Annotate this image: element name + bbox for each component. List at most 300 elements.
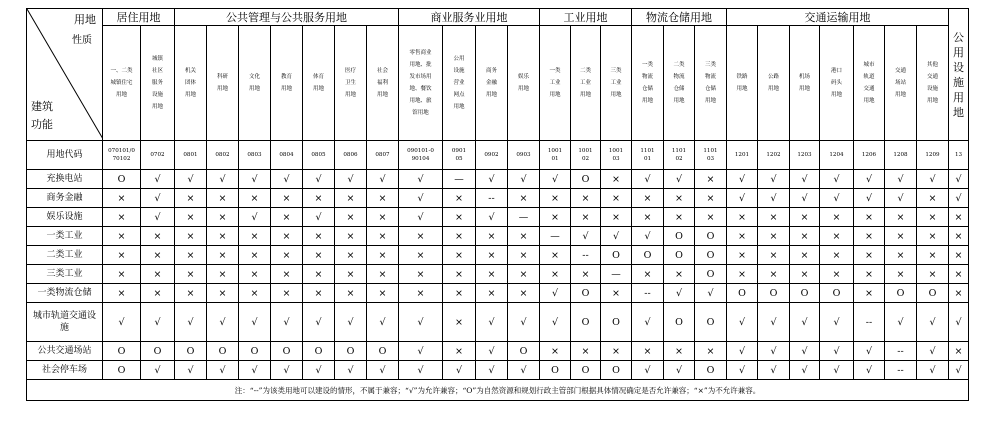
compat-cell: × bbox=[175, 246, 207, 265]
compat-cell: √ bbox=[632, 227, 664, 246]
compat-cell: √ bbox=[540, 303, 571, 342]
compat-cell: × bbox=[632, 189, 664, 208]
compat-cell: × bbox=[664, 265, 695, 284]
code-row bbox=[27, 141, 969, 170]
compat-cell: × bbox=[443, 265, 476, 284]
compat-cell: × bbox=[727, 227, 758, 246]
compat-cell: O bbox=[175, 342, 207, 361]
compat-cell: × bbox=[508, 265, 540, 284]
compat-cell: × bbox=[854, 265, 885, 284]
compat-cell: × bbox=[103, 208, 141, 227]
compat-cell: × bbox=[175, 227, 207, 246]
compat-cell: × bbox=[571, 189, 601, 208]
compat-cell: × bbox=[949, 227, 969, 246]
compat-cell: √ bbox=[476, 303, 508, 342]
compat-cell: O bbox=[103, 361, 141, 380]
compat-cell: √ bbox=[664, 284, 695, 303]
compat-cell: √ bbox=[571, 227, 601, 246]
subcategory-header bbox=[508, 26, 540, 141]
compat-cell: × bbox=[476, 284, 508, 303]
compat-cell: √ bbox=[917, 342, 949, 361]
compat-cell: × bbox=[727, 265, 758, 284]
compat-cell: × bbox=[758, 208, 790, 227]
subcategory-header bbox=[917, 26, 949, 141]
subcategory-header bbox=[271, 26, 303, 141]
compat-cell: √ bbox=[476, 170, 508, 189]
compat-cell: √ bbox=[476, 208, 508, 227]
compat-cell: × bbox=[367, 246, 399, 265]
subcategory-header bbox=[885, 26, 917, 141]
compat-cell: × bbox=[239, 227, 271, 246]
compat-cell: × bbox=[949, 284, 969, 303]
public-facility-header: 公 用 设 施 用 地 bbox=[949, 9, 969, 141]
subcategory-header bbox=[303, 26, 335, 141]
subcategory-header bbox=[141, 26, 175, 141]
subcategory-header bbox=[175, 26, 207, 141]
compat-cell: √ bbox=[271, 361, 303, 380]
function-label: 社会停车场 bbox=[27, 361, 103, 380]
subcategory-label: 体育 用地 bbox=[312, 74, 324, 92]
compat-cell: × bbox=[949, 208, 969, 227]
compat-cell: O bbox=[571, 361, 601, 380]
compat-cell: × bbox=[271, 284, 303, 303]
compat-cell: √ bbox=[758, 189, 790, 208]
compat-cell: O bbox=[335, 342, 367, 361]
compat-cell: × bbox=[664, 208, 695, 227]
compat-cell: O bbox=[727, 284, 758, 303]
function-label: 充换电站 bbox=[27, 170, 103, 189]
compat-cell: O bbox=[103, 170, 141, 189]
compat-cell: × bbox=[790, 227, 820, 246]
compat-cell: × bbox=[207, 208, 239, 227]
land-code-cell: 1101 03 bbox=[695, 141, 727, 170]
compat-cell: × bbox=[239, 246, 271, 265]
compat-cell: × bbox=[335, 189, 367, 208]
compat-cell: × bbox=[271, 208, 303, 227]
compat-cell: O bbox=[820, 284, 854, 303]
compat-cell: × bbox=[790, 246, 820, 265]
corner-top-label: 用地 bbox=[74, 13, 96, 26]
compat-cell: √ bbox=[854, 170, 885, 189]
compat-cell: √ bbox=[508, 361, 540, 380]
compat-cell: × bbox=[885, 208, 917, 227]
compat-cell: √ bbox=[885, 189, 917, 208]
compat-cell: O bbox=[571, 284, 601, 303]
compat-cell: √ bbox=[854, 361, 885, 380]
land-code-cell: 1101 02 bbox=[664, 141, 695, 170]
compat-cell: × bbox=[476, 227, 508, 246]
compat-cell: √ bbox=[790, 189, 820, 208]
compat-cell: √ bbox=[727, 189, 758, 208]
compat-cell: × bbox=[540, 342, 571, 361]
compat-cell: × bbox=[141, 265, 175, 284]
land-code-cell: 1209 bbox=[917, 141, 949, 170]
compat-cell: O bbox=[303, 342, 335, 361]
compat-cell: √ bbox=[632, 361, 664, 380]
compat-cell: × bbox=[790, 208, 820, 227]
compat-cell: × bbox=[854, 246, 885, 265]
compat-cell: × bbox=[141, 284, 175, 303]
compat-cell: √ bbox=[239, 170, 271, 189]
compat-cell: × bbox=[571, 342, 601, 361]
subcategory-header bbox=[476, 26, 508, 141]
compat-cell: √ bbox=[758, 342, 790, 361]
compat-cell: √ bbox=[540, 170, 571, 189]
function-row bbox=[27, 208, 969, 227]
compat-cell: √ bbox=[303, 208, 335, 227]
compat-cell: × bbox=[885, 246, 917, 265]
compat-cell: × bbox=[303, 265, 335, 284]
subcategory-label: 商务 金融 用地 bbox=[485, 68, 497, 98]
compat-cell: × bbox=[695, 189, 727, 208]
compat-cell: √ bbox=[476, 361, 508, 380]
compat-cell: √ bbox=[885, 170, 917, 189]
compat-cell: × bbox=[917, 227, 949, 246]
subcategory-label: 一类 工业 用地 bbox=[549, 68, 561, 98]
compat-cell: × bbox=[335, 208, 367, 227]
compat-cell: × bbox=[854, 284, 885, 303]
compat-cell: √ bbox=[271, 170, 303, 189]
compat-cell: √ bbox=[854, 189, 885, 208]
compat-cell: √ bbox=[820, 361, 854, 380]
compat-cell: O bbox=[271, 342, 303, 361]
function-label: 公共交通场站 bbox=[27, 342, 103, 361]
compat-cell: √ bbox=[820, 303, 854, 342]
subcategory-header bbox=[335, 26, 367, 141]
compat-cell: √ bbox=[727, 342, 758, 361]
function-row bbox=[27, 303, 969, 342]
compat-cell: × bbox=[239, 189, 271, 208]
land-code-cell: 0801 bbox=[175, 141, 207, 170]
compat-cell: × bbox=[239, 284, 271, 303]
compat-cell: — bbox=[443, 170, 476, 189]
compat-cell: √ bbox=[632, 170, 664, 189]
subcategory-header bbox=[854, 26, 885, 141]
compat-cell: O bbox=[141, 342, 175, 361]
compat-cell: × bbox=[335, 265, 367, 284]
compat-cell: × bbox=[917, 208, 949, 227]
compat-cell: × bbox=[175, 284, 207, 303]
corner-bottom-label: 建筑 功能 bbox=[31, 100, 53, 131]
compat-cell: √ bbox=[790, 303, 820, 342]
land-code-cell: 0902 bbox=[476, 141, 508, 170]
compat-cell: × bbox=[303, 189, 335, 208]
compat-cell: √ bbox=[103, 303, 141, 342]
compat-cell: O bbox=[367, 342, 399, 361]
compat-cell: √ bbox=[695, 284, 727, 303]
compat-cell: × bbox=[695, 208, 727, 227]
land-code-cell: 0702 bbox=[141, 141, 175, 170]
compat-cell: × bbox=[695, 170, 727, 189]
compat-cell: × bbox=[949, 265, 969, 284]
compat-cell: — bbox=[601, 265, 632, 284]
compat-cell: × bbox=[367, 265, 399, 284]
compat-cell: × bbox=[399, 227, 443, 246]
note-text: 注：“--”为该类用地可以建设的情形，不属于兼容；“√”为允许兼容；“O”为自然资源和规划行政主管部门根据具体情况确定是否允许兼容；“×”为不允许兼容。 bbox=[27, 380, 969, 401]
function-label: 商务金融 bbox=[27, 189, 103, 208]
land-code-cell: 0901 05 bbox=[443, 141, 476, 170]
function-row bbox=[27, 361, 969, 380]
compat-cell: O bbox=[571, 170, 601, 189]
compat-cell: √ bbox=[820, 189, 854, 208]
compat-cell: × bbox=[103, 227, 141, 246]
compat-cell: O bbox=[917, 284, 949, 303]
compat-cell: O bbox=[601, 303, 632, 342]
compat-cell: √ bbox=[303, 361, 335, 380]
compat-cell: √ bbox=[758, 170, 790, 189]
land-code-cell: 0806 bbox=[335, 141, 367, 170]
compat-cell: × bbox=[141, 227, 175, 246]
function-row bbox=[27, 227, 969, 246]
compat-cell: O bbox=[695, 265, 727, 284]
compat-cell: × bbox=[790, 265, 820, 284]
subcategory-label: 社会 福利 用地 bbox=[376, 68, 388, 98]
compat-cell: × bbox=[571, 208, 601, 227]
compat-cell: × bbox=[367, 189, 399, 208]
compat-cell: × bbox=[949, 342, 969, 361]
code-row-label: 用地代码 bbox=[27, 141, 103, 170]
compat-cell: × bbox=[601, 342, 632, 361]
compat-cell: × bbox=[207, 227, 239, 246]
compat-cell: √ bbox=[207, 303, 239, 342]
compat-cell: × bbox=[508, 189, 540, 208]
subcategory-label: 三类 物流 仓储 用地 bbox=[704, 62, 716, 104]
compat-cell: √ bbox=[303, 170, 335, 189]
compat-cell: × bbox=[103, 189, 141, 208]
compat-cell: √ bbox=[917, 170, 949, 189]
subcategory-header bbox=[601, 26, 632, 141]
compat-cell: × bbox=[271, 189, 303, 208]
compat-cell: O bbox=[571, 303, 601, 342]
function-label: 二类工业 bbox=[27, 246, 103, 265]
compat-cell: × bbox=[917, 246, 949, 265]
compat-cell: -- bbox=[885, 342, 917, 361]
compat-cell: × bbox=[443, 303, 476, 342]
land-code-cell: 0807 bbox=[367, 141, 399, 170]
land-code-cell: 1001 01 bbox=[540, 141, 571, 170]
subcategory-label: 其他 交通 设施 用地 bbox=[926, 62, 938, 104]
compat-cell: √ bbox=[239, 361, 271, 380]
compat-cell: √ bbox=[399, 189, 443, 208]
compat-cell: × bbox=[399, 265, 443, 284]
compat-cell: √ bbox=[141, 361, 175, 380]
compat-cell: √ bbox=[399, 342, 443, 361]
compat-cell: — bbox=[508, 208, 540, 227]
compat-cell: √ bbox=[239, 208, 271, 227]
land-code-cell: 0805 bbox=[303, 141, 335, 170]
compat-cell: × bbox=[820, 227, 854, 246]
note-row bbox=[27, 380, 969, 401]
compat-cell: × bbox=[508, 227, 540, 246]
compat-cell: × bbox=[664, 189, 695, 208]
compat-cell: O bbox=[885, 284, 917, 303]
subcategory-header bbox=[399, 26, 443, 141]
subcategory-label: 一、二类 城镇住宅 用地 bbox=[110, 68, 133, 98]
compat-cell: × bbox=[303, 284, 335, 303]
compat-cell: √ bbox=[508, 170, 540, 189]
compat-cell: × bbox=[601, 170, 632, 189]
subcategory-label: 零售商业 用地、批 发市场用 地、餐饮 用地、旅 馆用地 bbox=[409, 50, 432, 116]
compat-cell: × bbox=[443, 227, 476, 246]
compat-cell: × bbox=[758, 265, 790, 284]
compat-cell: × bbox=[917, 189, 949, 208]
land-use-compatibility-table bbox=[26, 8, 969, 401]
subcategory-label: 铁路 用地 bbox=[736, 74, 748, 92]
function-row bbox=[27, 342, 969, 361]
compat-cell: O bbox=[207, 342, 239, 361]
compat-cell: √ bbox=[917, 361, 949, 380]
subcategory-label: 机场 用地 bbox=[798, 74, 810, 92]
compat-cell: × bbox=[207, 246, 239, 265]
land-code-cell: 1203 bbox=[790, 141, 820, 170]
subcategory-header bbox=[239, 26, 271, 141]
group-header: 交通运输用地 bbox=[727, 9, 949, 26]
subcategory-label: 港口 码头 用地 bbox=[830, 68, 842, 98]
compat-cell: √ bbox=[141, 170, 175, 189]
compat-cell: × bbox=[443, 342, 476, 361]
compat-cell: × bbox=[820, 246, 854, 265]
compat-cell: × bbox=[758, 227, 790, 246]
header-sub-row bbox=[27, 26, 969, 141]
compat-cell: × bbox=[854, 208, 885, 227]
compat-cell: × bbox=[443, 208, 476, 227]
subcategory-label: 科研 用地 bbox=[216, 74, 228, 92]
compat-cell: × bbox=[207, 265, 239, 284]
compat-cell: × bbox=[601, 284, 632, 303]
compat-cell: √ bbox=[367, 170, 399, 189]
compat-cell: √ bbox=[141, 208, 175, 227]
compat-cell: √ bbox=[949, 361, 969, 380]
compat-cell: × bbox=[335, 227, 367, 246]
subcategory-label: 医疗 卫生 用地 bbox=[344, 68, 356, 98]
land-code-cell: 1208 bbox=[885, 141, 917, 170]
subcategory-header bbox=[727, 26, 758, 141]
compat-cell: × bbox=[103, 284, 141, 303]
compat-cell: × bbox=[476, 265, 508, 284]
compat-cell: -- bbox=[632, 284, 664, 303]
compat-cell: × bbox=[632, 208, 664, 227]
function-label: 一类物流仓储 bbox=[27, 284, 103, 303]
compat-cell: × bbox=[443, 189, 476, 208]
compat-cell: × bbox=[601, 208, 632, 227]
subcategory-header bbox=[790, 26, 820, 141]
compat-cell: × bbox=[271, 227, 303, 246]
compat-cell: × bbox=[854, 227, 885, 246]
compat-cell: √ bbox=[335, 361, 367, 380]
group-header: 商业服务业用地 bbox=[399, 9, 540, 26]
compat-cell: -- bbox=[476, 189, 508, 208]
compat-cell: √ bbox=[239, 303, 271, 342]
compat-cell: √ bbox=[175, 303, 207, 342]
compat-cell: √ bbox=[790, 361, 820, 380]
function-label: 娱乐设施 bbox=[27, 208, 103, 227]
compat-cell: — bbox=[540, 227, 571, 246]
compat-cell: × bbox=[367, 227, 399, 246]
group-header: 居住用地 bbox=[103, 9, 175, 26]
land-code-cell: 0803 bbox=[239, 141, 271, 170]
compat-cell: √ bbox=[476, 342, 508, 361]
compat-cell: √ bbox=[303, 303, 335, 342]
compat-cell: √ bbox=[175, 361, 207, 380]
compat-cell: √ bbox=[820, 342, 854, 361]
land-code-cell: 1001 02 bbox=[571, 141, 601, 170]
compat-cell: × bbox=[175, 265, 207, 284]
land-code-cell: 090101-0 90104 bbox=[399, 141, 443, 170]
subcategory-label: 二类 物流 仓储 用地 bbox=[673, 62, 685, 104]
compat-cell: × bbox=[727, 208, 758, 227]
compat-cell: × bbox=[207, 284, 239, 303]
subcategory-header bbox=[632, 26, 664, 141]
header-group-row bbox=[27, 9, 969, 26]
compat-cell: O bbox=[664, 227, 695, 246]
compat-cell: × bbox=[820, 208, 854, 227]
land-code-cell: 1101 01 bbox=[632, 141, 664, 170]
compat-cell: -- bbox=[854, 303, 885, 342]
compat-cell: × bbox=[239, 265, 271, 284]
compat-cell: √ bbox=[207, 361, 239, 380]
compat-cell: -- bbox=[885, 361, 917, 380]
subcategory-header bbox=[207, 26, 239, 141]
compat-cell: × bbox=[885, 265, 917, 284]
compat-cell: × bbox=[443, 246, 476, 265]
compat-cell: × bbox=[175, 208, 207, 227]
compat-cell: × bbox=[271, 265, 303, 284]
compat-cell: O bbox=[695, 227, 727, 246]
compat-cell: O bbox=[239, 342, 271, 361]
compat-cell: √ bbox=[727, 361, 758, 380]
compat-cell: × bbox=[540, 208, 571, 227]
compat-cell: O bbox=[695, 246, 727, 265]
compat-cell: × bbox=[367, 208, 399, 227]
compat-cell: O bbox=[540, 361, 571, 380]
compat-cell: × bbox=[443, 284, 476, 303]
compat-cell: × bbox=[271, 246, 303, 265]
function-row bbox=[27, 170, 969, 189]
compat-cell: × bbox=[664, 342, 695, 361]
compat-cell: √ bbox=[790, 170, 820, 189]
compat-cell: √ bbox=[335, 303, 367, 342]
compat-cell: × bbox=[540, 265, 571, 284]
land-code-cell: 1202 bbox=[758, 141, 790, 170]
subcategory-header bbox=[367, 26, 399, 141]
compat-cell: √ bbox=[175, 170, 207, 189]
compat-cell: × bbox=[695, 342, 727, 361]
subcategory-header bbox=[571, 26, 601, 141]
subcategory-label: 二类 工业 用地 bbox=[579, 68, 591, 98]
compat-cell: -- bbox=[571, 246, 601, 265]
compat-cell: √ bbox=[443, 361, 476, 380]
subcategory-header bbox=[103, 26, 141, 141]
compat-cell: × bbox=[540, 246, 571, 265]
function-label: 一类工业 bbox=[27, 227, 103, 246]
subcategory-label: 公用 设施 营业 网点 用地 bbox=[453, 56, 465, 110]
compat-cell: √ bbox=[917, 303, 949, 342]
compat-cell: × bbox=[727, 246, 758, 265]
compat-cell: O bbox=[601, 246, 632, 265]
subcategory-header bbox=[695, 26, 727, 141]
compat-cell: × bbox=[367, 284, 399, 303]
compat-cell: × bbox=[571, 265, 601, 284]
compat-cell: √ bbox=[141, 189, 175, 208]
compat-cell: × bbox=[335, 284, 367, 303]
compat-cell: × bbox=[508, 246, 540, 265]
function-row bbox=[27, 246, 969, 265]
compat-cell: O bbox=[695, 361, 727, 380]
land-code-cell: 0802 bbox=[207, 141, 239, 170]
compat-cell: √ bbox=[399, 208, 443, 227]
compat-cell: √ bbox=[367, 303, 399, 342]
function-label: 城市轨道交通设 施 bbox=[27, 303, 103, 342]
